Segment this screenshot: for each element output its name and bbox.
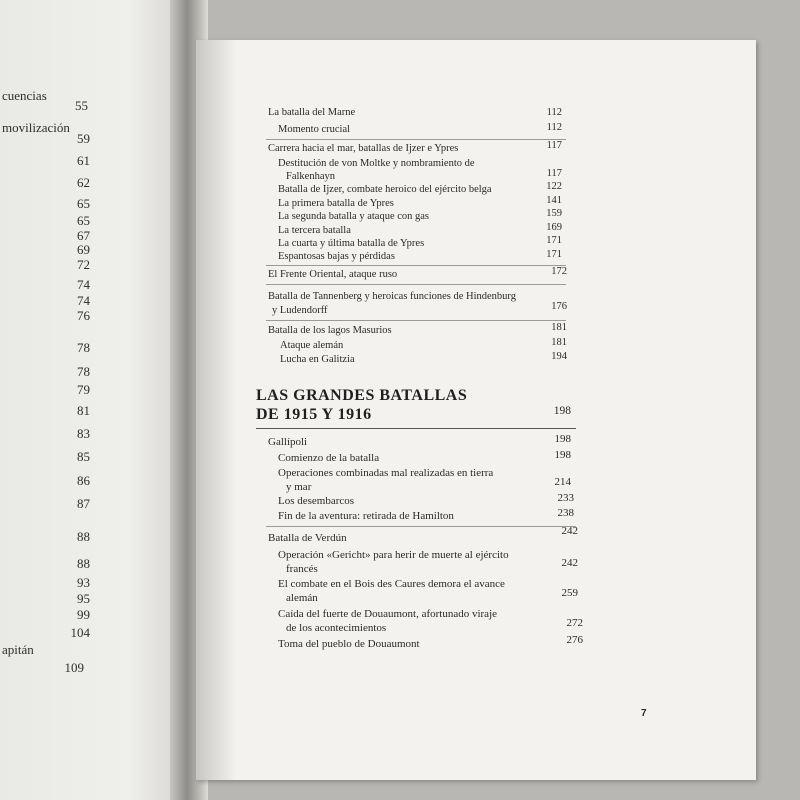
toc-page-number: 276 bbox=[566, 634, 583, 646]
left-page-number: 99 bbox=[77, 607, 90, 622]
toc-entry: Los desembarcos bbox=[278, 495, 355, 507]
divider bbox=[266, 139, 566, 140]
left-page-number: 93 bbox=[77, 575, 90, 590]
left-page-number: 83 bbox=[77, 426, 90, 441]
toc-page-number: 198 bbox=[554, 449, 571, 461]
toc-entry: Comienzo de la batalla bbox=[278, 452, 380, 464]
divider bbox=[266, 320, 566, 321]
left-page-number: 67 bbox=[77, 228, 90, 243]
toc-entry: Operación «Gericht» para herir de muerte al ejército bbox=[278, 549, 509, 561]
left-page-number: 79 bbox=[77, 382, 90, 397]
toc-entry: y Ludendorff bbox=[272, 305, 328, 316]
left-page-number: 76 bbox=[77, 308, 90, 323]
section-heading: DE 1915 Y 1916 bbox=[256, 406, 372, 423]
toc-entry: La segunda batalla y ataque con gas bbox=[278, 211, 430, 222]
toc-page-number: 171 bbox=[546, 235, 562, 246]
toc-page-number: 242 bbox=[561, 557, 578, 569]
toc-page-number: 172 bbox=[551, 266, 567, 277]
toc-entry: La cuarta y última batalla de Ypres bbox=[278, 238, 425, 249]
left-fragment-text: movilización bbox=[2, 120, 70, 135]
left-page-number: 74 bbox=[77, 277, 90, 292]
divider bbox=[266, 526, 576, 527]
left-page-number: 65 bbox=[77, 213, 90, 228]
toc-entry: francés bbox=[286, 563, 318, 575]
left-page-number: 109 bbox=[64, 660, 84, 675]
toc-page-number: 214 bbox=[554, 476, 571, 488]
toc-page-number: 233 bbox=[557, 492, 574, 504]
toc-entry: El Frente Oriental, ataque ruso bbox=[268, 269, 398, 280]
section-heading: LAS GRANDES BATALLAS bbox=[256, 387, 468, 404]
toc-entry: Batalla de Verdún bbox=[268, 532, 347, 544]
toc-entry: Destitución de von Moltke y nombramiento de bbox=[278, 158, 475, 169]
toc-page-number: 194 bbox=[551, 351, 567, 362]
toc-entry: Batalla de Ijzer, combate heroico del ejército belga bbox=[278, 184, 492, 195]
toc-page-number: 117 bbox=[546, 140, 562, 151]
toc-page-number: 122 bbox=[546, 181, 562, 192]
toc-entry: Operaciones combinadas mal realizadas en tierra bbox=[278, 467, 494, 479]
toc-page-number: 238 bbox=[557, 507, 574, 519]
toc-entry: Espantosas bajas y pérdidas bbox=[278, 251, 395, 262]
left-page-number: 104 bbox=[70, 625, 90, 640]
left-page-number: 65 bbox=[77, 196, 90, 211]
left-page-number: 95 bbox=[77, 591, 90, 606]
left-page-number: 62 bbox=[77, 175, 90, 190]
page-number: 7 bbox=[641, 708, 647, 719]
toc-page-number: 117 bbox=[546, 168, 562, 179]
toc-entry: Batalla de Tannenberg y heroicas funciones de Hindenburg bbox=[268, 291, 516, 302]
toc-entry: Gallípoli bbox=[268, 436, 308, 448]
left-page-number: 55 bbox=[75, 98, 88, 113]
toc-page-number: 181 bbox=[551, 337, 567, 348]
divider bbox=[266, 265, 566, 266]
toc-entry: y mar bbox=[286, 481, 312, 493]
left-fragment-text: apitán bbox=[2, 642, 34, 657]
toc-entry: La primera batalla de Ypres bbox=[278, 198, 394, 209]
left-page-number: 88 bbox=[77, 529, 90, 544]
page-curve-shadow bbox=[196, 40, 236, 780]
toc-entry: Batalla de los lagos Masurios bbox=[268, 325, 392, 336]
toc-entry: La batalla del Marne bbox=[268, 107, 356, 118]
left-page-number: 78 bbox=[77, 364, 90, 379]
toc-page-number: 112 bbox=[546, 107, 562, 118]
left-page-number: 72 bbox=[77, 257, 90, 272]
section-divider bbox=[256, 428, 576, 429]
toc-page-number: 176 bbox=[551, 301, 567, 312]
toc-page-number: 198 bbox=[554, 433, 571, 445]
toc-page-number: 272 bbox=[566, 617, 583, 629]
toc-page-number: 181 bbox=[551, 322, 567, 333]
toc-entry: Fin de la aventura: retirada de Hamilton bbox=[278, 510, 454, 522]
toc-page-number: 259 bbox=[561, 587, 578, 599]
toc-entry: Ataque alemán bbox=[280, 340, 344, 351]
divider bbox=[266, 284, 566, 285]
left-page-number: 59 bbox=[77, 131, 90, 146]
section-page-number: 198 bbox=[553, 405, 571, 417]
toc-page-number: 171 bbox=[546, 249, 562, 260]
left-page-number: 86 bbox=[77, 473, 90, 488]
left-page-number: 74 bbox=[77, 293, 90, 308]
left-page-number: 87 bbox=[77, 496, 90, 511]
left-page-number: 85 bbox=[77, 449, 90, 464]
toc-entry: de los acontecimientos bbox=[286, 622, 387, 634]
toc-entry: Momento crucial bbox=[278, 124, 351, 135]
toc-entry: Carrera hacia el mar, batallas de Ijzer e Ypres bbox=[268, 143, 459, 154]
left-page-number: 88 bbox=[77, 556, 90, 571]
toc-entry: Lucha en Galitzia bbox=[280, 354, 355, 365]
toc-entry: El combate en el Bois des Caures demora el avance bbox=[278, 578, 505, 590]
left-page-number: 61 bbox=[77, 153, 90, 168]
left-page-number: 69 bbox=[77, 242, 90, 257]
toc-entry: Toma del pueblo de Douaumont bbox=[278, 638, 420, 650]
toc-entry: Caída del fuerte de Douaumont, afortunado viraje bbox=[278, 608, 498, 620]
toc-page-number: 242 bbox=[561, 525, 578, 537]
toc-entry: La tercera batalla bbox=[278, 225, 351, 236]
toc-page-number: 112 bbox=[546, 122, 562, 133]
toc-entry: alemán bbox=[286, 592, 318, 604]
left-page-number: 81 bbox=[77, 403, 90, 418]
toc-entry: Falkenhayn bbox=[286, 171, 335, 182]
left-page-number: 78 bbox=[77, 340, 90, 355]
toc-page-number: 169 bbox=[546, 222, 562, 233]
left-fragment-text: cuencias bbox=[2, 88, 47, 103]
toc-page-number: 159 bbox=[546, 208, 562, 219]
toc-page-number: 141 bbox=[546, 195, 562, 206]
